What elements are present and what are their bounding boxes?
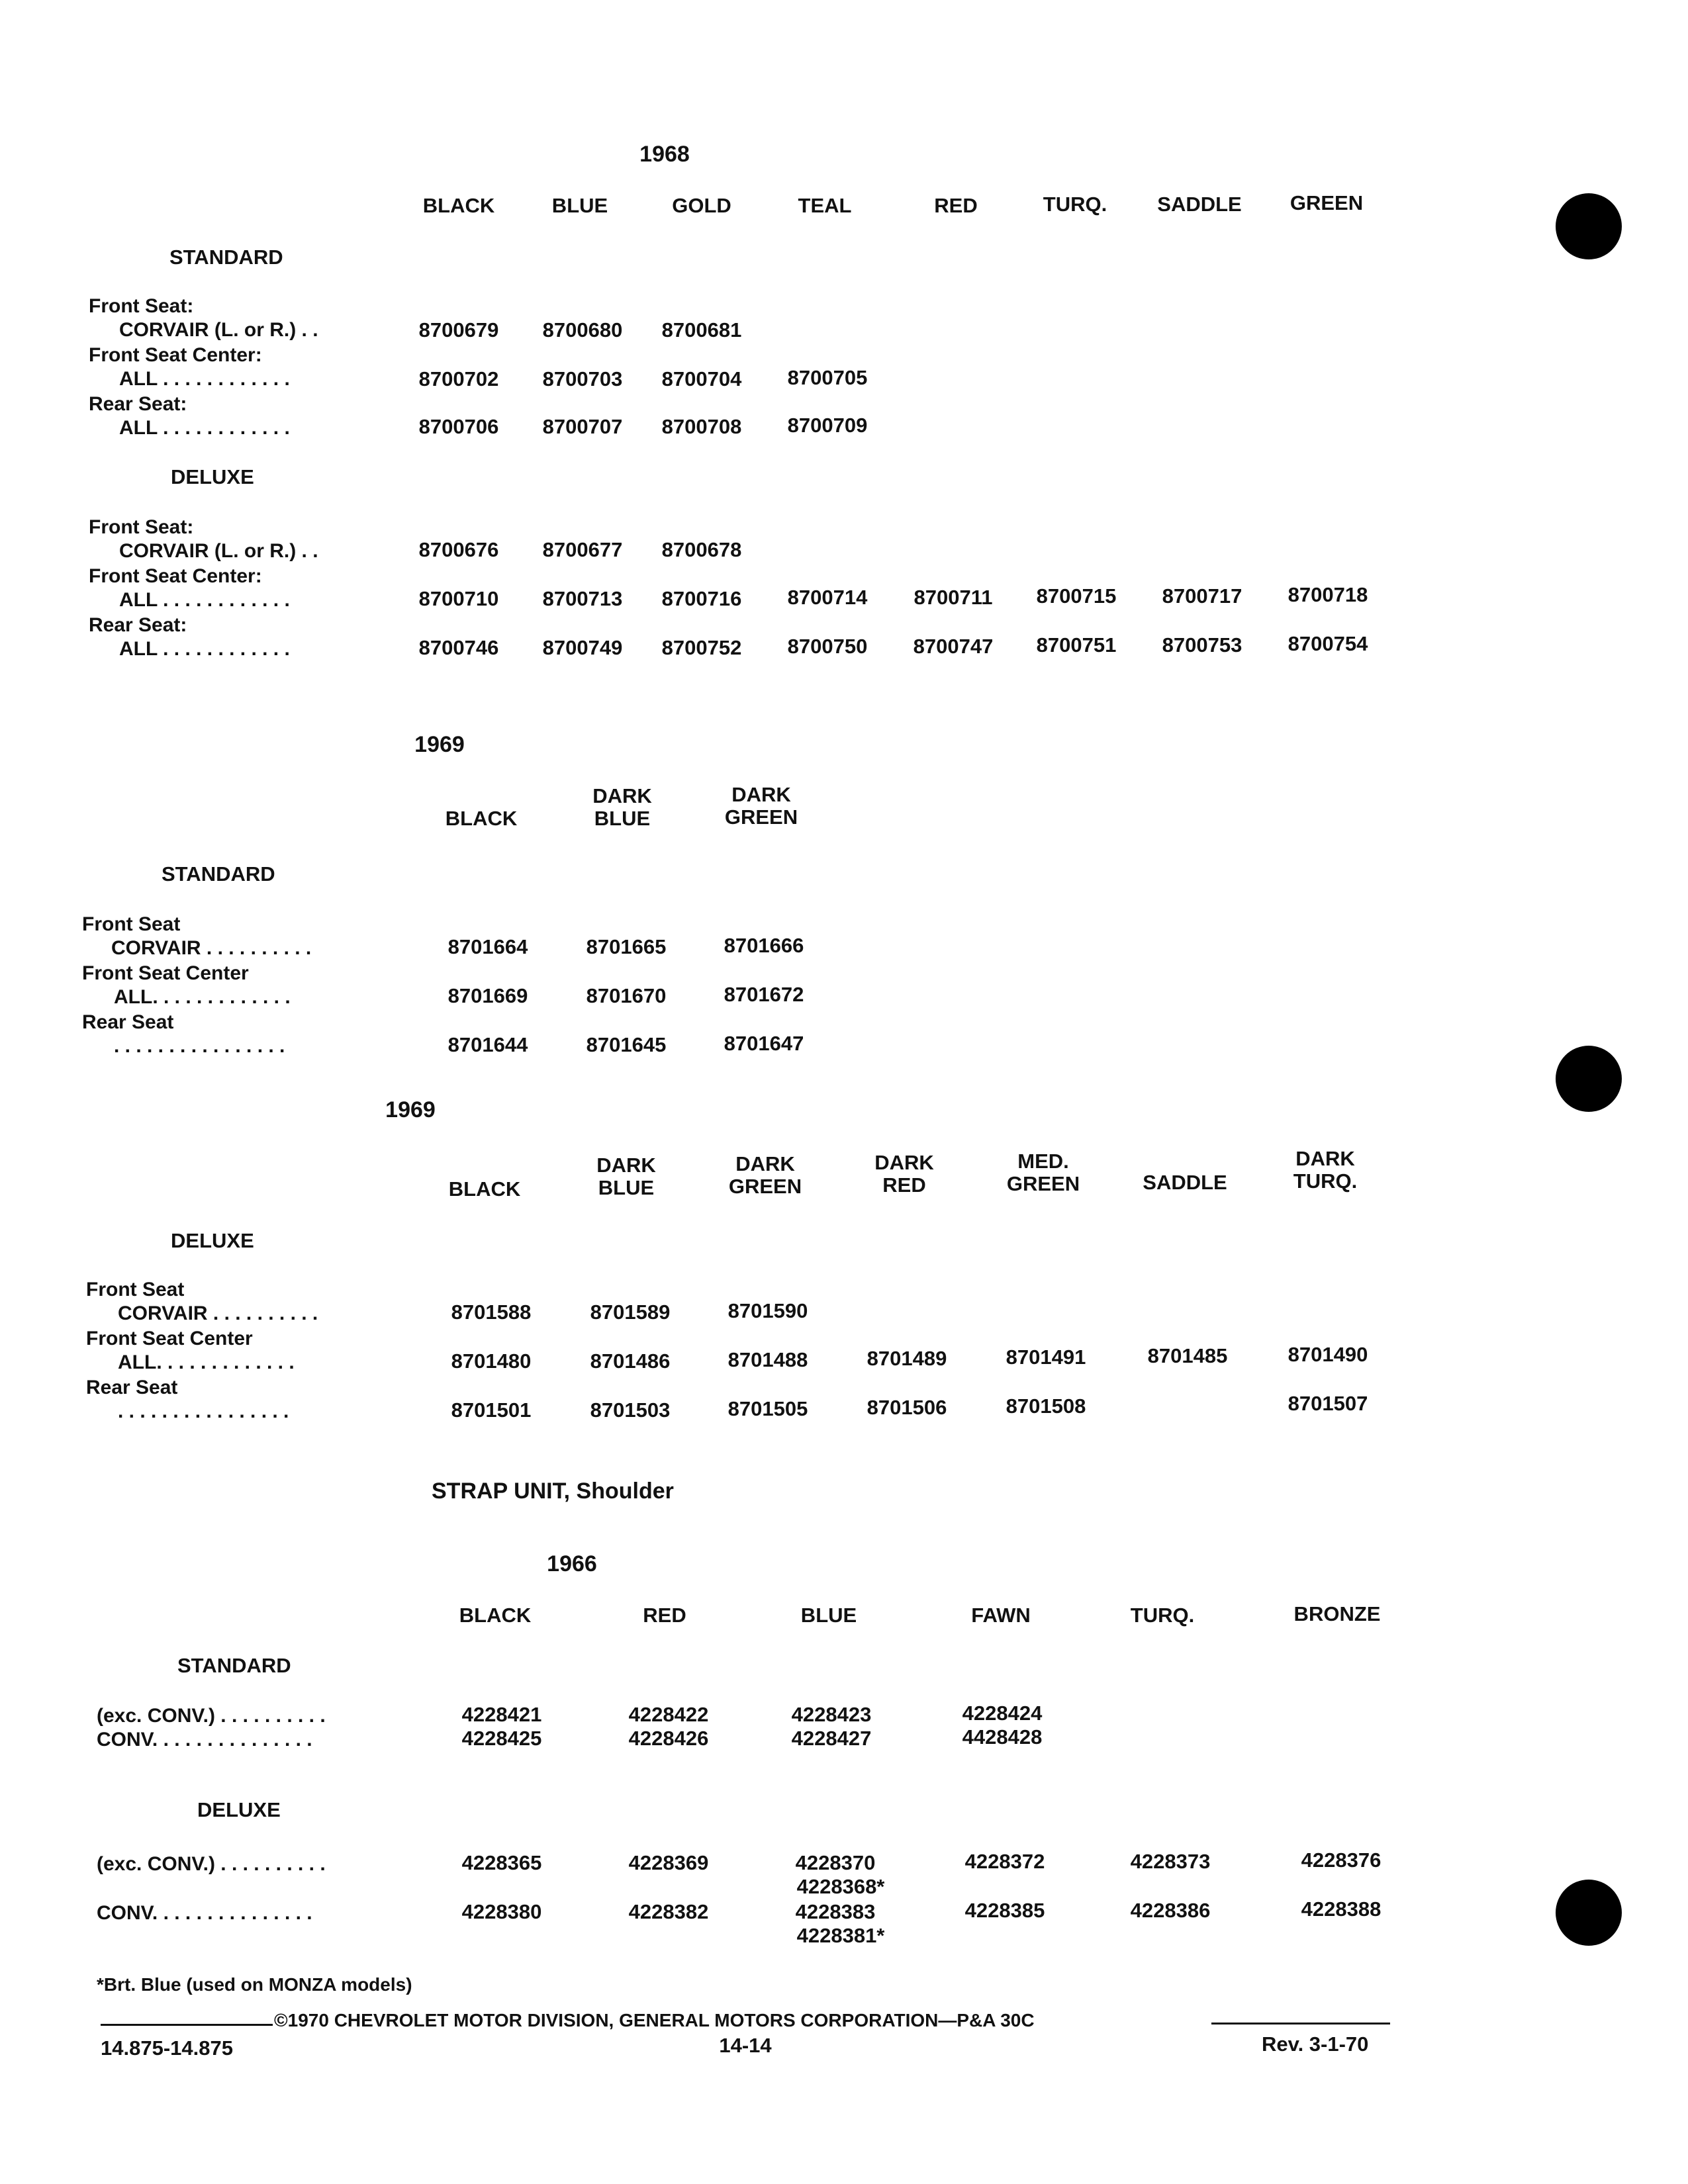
row-label: ALL . . . . . . . . . . . . (119, 638, 290, 660)
part-number: 8701644 (447, 1033, 528, 1056)
part-number: 4228424 (962, 1702, 1043, 1725)
row-group-heading: Front Seat (82, 913, 181, 935)
deluxe-heading: DELUXE (171, 1229, 254, 1252)
part-number: 4228423 (791, 1703, 872, 1726)
standard-heading: STANDARD (169, 246, 283, 269)
row-group-heading: Front Seat: (89, 295, 194, 317)
color-header: TEAL (798, 194, 852, 217)
part-number: 8701669 (447, 984, 528, 1007)
part-number: 4228422 (628, 1703, 709, 1726)
color-header: BLACK (445, 807, 518, 830)
deluxe-heading: DELUXE (171, 465, 254, 488)
part-number: 8701491 (1006, 1345, 1086, 1369)
color-header: TURQ. (1043, 193, 1107, 216)
part-number: 8701490 (1288, 1343, 1368, 1366)
part-number-alt: 4228381* (796, 1924, 885, 1947)
part-number: 8701480 (451, 1349, 532, 1373)
row-group-heading: Rear Seat (82, 1011, 174, 1033)
part-number: 8700716 (661, 587, 742, 610)
part-number: 8701664 (447, 935, 528, 958)
part-number: 8700750 (787, 635, 868, 658)
section-title: STRAP UNIT, Shoulder (432, 1479, 674, 1504)
color-header: DARK TURQ. (1293, 1147, 1358, 1193)
part-number: 8701588 (451, 1300, 532, 1324)
part-number: 8700709 (787, 414, 868, 437)
part-number: 4228427 (791, 1727, 872, 1750)
row-group-heading: Rear Seat: (89, 614, 187, 636)
part-number: 8700705 (787, 366, 868, 389)
color-header: RED (643, 1604, 686, 1627)
row-label: ALL. . . . . . . . . . . . . (114, 986, 291, 1008)
row-group-heading: Rear Seat (86, 1377, 178, 1398)
row-label: . . . . . . . . . . . . . . . . (114, 1035, 285, 1057)
year-heading: 1966 (547, 1551, 597, 1576)
part-number: 4228365 (461, 1851, 542, 1874)
part-number: 8700710 (418, 587, 499, 610)
part-number: 8700707 (542, 415, 623, 438)
part-number: 4228385 (964, 1899, 1045, 1922)
part-number: 8700677 (542, 538, 623, 561)
color-header: RED (934, 194, 978, 217)
row-group-heading: Front Seat Center: (89, 565, 262, 587)
part-number: 8700717 (1162, 584, 1243, 608)
part-number: 4228373 (1130, 1850, 1211, 1873)
part-number: 8700746 (418, 636, 499, 659)
row-label: CONV. . . . . . . . . . . . . . . (97, 1729, 312, 1751)
part-number: 8700676 (418, 538, 499, 561)
part-number: 8700681 (661, 318, 742, 341)
part-number: 8700747 (913, 635, 994, 658)
part-number: 8701506 (867, 1396, 947, 1419)
color-header: DARK GREEN (724, 783, 798, 829)
part-number: 4228382 (628, 1900, 709, 1923)
color-header: GOLD (672, 194, 731, 217)
row-label: CORVAIR (L. or R.) . . (119, 319, 318, 341)
page-number: 14-14 (719, 2034, 772, 2057)
year-heading: 1968 (639, 142, 690, 167)
part-number: 8701647 (724, 1032, 804, 1055)
part-number: 4228372 (964, 1850, 1045, 1873)
part-number: 8700708 (661, 415, 742, 438)
part-number: 8701645 (586, 1033, 667, 1056)
part-number: 8701590 (727, 1299, 808, 1322)
part-number: 8701589 (590, 1300, 671, 1324)
standard-heading: STANDARD (162, 862, 275, 886)
part-number: 8700679 (418, 318, 499, 341)
color-header: BLUE (551, 194, 608, 217)
color-header: BLACK (448, 1177, 521, 1201)
part-number: 8700703 (542, 367, 623, 390)
binder-hole-middle (1556, 1046, 1622, 1112)
part-number: 4228380 (461, 1900, 542, 1923)
part-number: 8700680 (542, 318, 623, 341)
part-number: 4428428 (962, 1725, 1043, 1749)
row-label: CORVAIR . . . . . . . . . . (111, 937, 312, 959)
part-number: 4228425 (461, 1727, 542, 1750)
color-header: MED. GREEN (1006, 1150, 1080, 1195)
color-header: BLUE (800, 1604, 857, 1627)
part-number: 8701489 (867, 1347, 947, 1370)
standard-heading: STANDARD (177, 1654, 291, 1677)
color-header: DARK RED (874, 1151, 934, 1197)
year-heading: 1969 (385, 1097, 436, 1122)
color-header: DARK BLUE (596, 1154, 656, 1199)
row-label: (exc. CONV.) . . . . . . . . . . (97, 1853, 326, 1875)
binder-hole-top (1556, 193, 1622, 259)
part-number: 8701507 (1288, 1392, 1368, 1415)
part-number: 8701672 (724, 983, 804, 1006)
color-header: GREEN (1289, 191, 1364, 214)
row-label: CONV. . . . . . . . . . . . . . . (97, 1902, 312, 1924)
color-header: DARK GREEN (728, 1152, 802, 1198)
part-number: 4228388 (1301, 1897, 1382, 1921)
row-group-heading: Front Seat (86, 1279, 185, 1300)
part-number: 8700713 (542, 587, 623, 610)
part-number: 4228421 (461, 1703, 542, 1726)
row-label: ALL . . . . . . . . . . . . (119, 589, 290, 611)
part-number: 8700706 (418, 415, 499, 438)
row-group-heading: Front Seat Center: (89, 344, 262, 366)
part-number-alt: 4228368* (796, 1875, 885, 1898)
part-number: 8700751 (1036, 633, 1117, 657)
footer-left-code: 14.875-14.875 (101, 2036, 233, 2060)
copyright-line: ©1970 CHEVROLET MOTOR DIVISION, GENERAL MOTORS CORPORATION—P&A 30C (274, 2010, 1035, 2030)
part-number: 8700711 (914, 586, 993, 609)
part-number: 8701503 (590, 1398, 671, 1422)
part-number: 8700753 (1162, 633, 1243, 657)
part-number: 8700704 (661, 367, 742, 390)
row-label: (exc. CONV.) . . . . . . . . . . (97, 1705, 326, 1727)
part-number: 8700749 (542, 636, 623, 659)
row-group-heading: Rear Seat: (89, 393, 187, 415)
footer-rule-left (101, 2024, 273, 2026)
part-number: 8700715 (1036, 584, 1117, 608)
footer-rule-right (1211, 2023, 1390, 2025)
color-header: DARK BLUE (592, 784, 652, 830)
color-header: SADDLE (1157, 193, 1242, 216)
part-number: 4228376 (1301, 1848, 1382, 1872)
color-header: BLACK (459, 1604, 532, 1627)
year-heading: 1969 (414, 732, 465, 757)
row-label: CORVAIR (L. or R.) . . (119, 540, 318, 562)
revision-date: Rev. 3-1-70 (1262, 2032, 1369, 2056)
part-number: 4228369 (628, 1851, 709, 1874)
color-header: FAWN (971, 1604, 1031, 1627)
part-number: 8700718 (1288, 583, 1368, 606)
part-number: 8700714 (787, 586, 868, 609)
part-number: 8701665 (586, 935, 667, 958)
part-number: 8700678 (661, 538, 742, 561)
part-number: 8700702 (418, 367, 499, 390)
part-number: 8700752 (661, 636, 742, 659)
part-number: 4228426 (628, 1727, 709, 1750)
footnote: *Brt. Blue (used on MONZA models) (97, 1974, 412, 1995)
part-number: 8701508 (1006, 1394, 1086, 1418)
binder-hole-bottom (1556, 1880, 1622, 1946)
row-label: ALL. . . . . . . . . . . . . (118, 1351, 295, 1373)
part-number: 8701486 (590, 1349, 671, 1373)
color-header: TURQ. (1130, 1604, 1195, 1627)
row-label: . . . . . . . . . . . . . . . . (118, 1400, 289, 1422)
deluxe-heading: DELUXE (197, 1798, 281, 1821)
part-number: 8701485 (1147, 1344, 1228, 1367)
color-header: SADDLE (1143, 1171, 1227, 1194)
part-number: 8701501 (451, 1398, 532, 1422)
part-number: 4228370 (795, 1851, 876, 1874)
part-number: 4228383 (795, 1900, 876, 1923)
part-number: 8701505 (727, 1397, 808, 1420)
row-group-heading: Front Seat Center (82, 962, 249, 984)
part-number: 4228386 (1130, 1899, 1211, 1922)
row-label: CORVAIR . . . . . . . . . . (118, 1302, 318, 1324)
row-group-heading: Front Seat: (89, 516, 194, 538)
part-number: 8701670 (586, 984, 667, 1007)
part-number: 8700754 (1288, 632, 1368, 655)
row-label: ALL . . . . . . . . . . . . (119, 368, 290, 390)
color-header: BRONZE (1293, 1602, 1381, 1625)
row-group-heading: Front Seat Center (86, 1328, 253, 1349)
part-number: 8701488 (727, 1348, 808, 1371)
part-number: 8701666 (724, 934, 804, 957)
row-label: ALL . . . . . . . . . . . . (119, 417, 290, 439)
color-header: BLACK (422, 194, 495, 217)
